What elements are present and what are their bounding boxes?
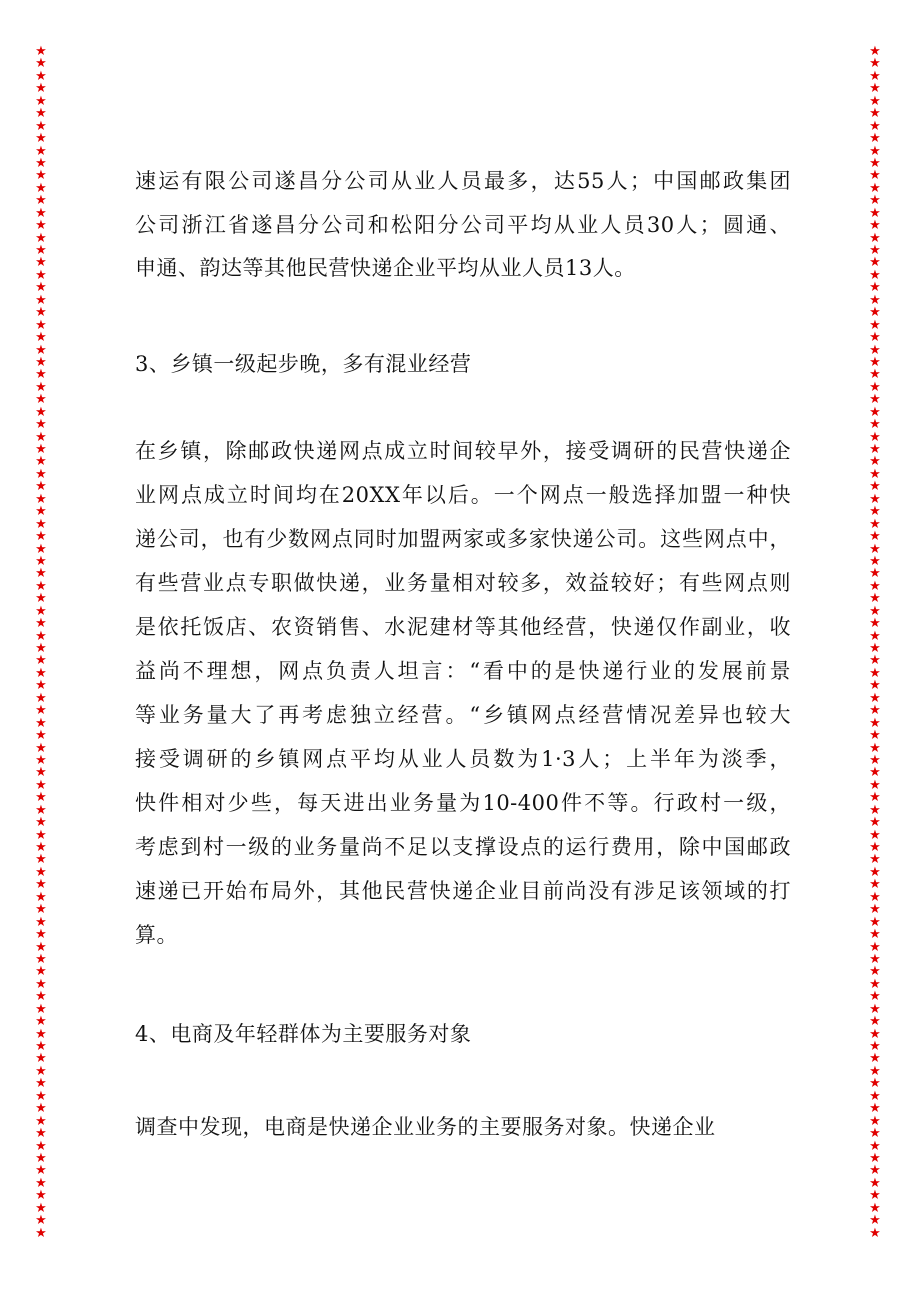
star-icon: ★ xyxy=(35,143,47,159)
star-icon: ★ xyxy=(869,442,881,457)
star-icon: ★ xyxy=(869,330,881,346)
star-icon: ★ xyxy=(35,417,47,433)
star-icon: ★ xyxy=(869,752,881,768)
paragraph-line: 考虑到村一级的业务量尚不足以支撑设点的运行费用，除中国邮政 xyxy=(135,835,791,859)
star-icon: ★ xyxy=(35,81,47,97)
star-icon: ★ xyxy=(869,354,881,370)
star-icon: ★ xyxy=(35,777,47,793)
star-icon: ★ xyxy=(35,342,47,358)
star-icon: ★ xyxy=(35,740,47,756)
star-icon: ★ xyxy=(35,1225,47,1241)
star-icon: ★ xyxy=(869,653,881,669)
star-icon: ★ xyxy=(35,591,47,607)
star-icon: ★ xyxy=(35,354,47,370)
section-heading: 4、电商及年轻群体为主要服务对象 xyxy=(135,1022,472,1046)
star-icon: ★ xyxy=(35,715,47,731)
section-heading: 3、乡镇一级起步晚，多有混业经营 xyxy=(135,352,472,376)
star-icon: ★ xyxy=(35,267,47,283)
star-icon: ★ xyxy=(869,131,881,147)
star-icon: ★ xyxy=(35,951,47,967)
star-icon: ★ xyxy=(35,1076,47,1092)
star-icon: ★ xyxy=(35,292,47,308)
star-icon: ★ xyxy=(869,342,881,358)
star-icon: ★ xyxy=(35,392,47,408)
star-icon: ★ xyxy=(869,690,881,706)
star-icon: ★ xyxy=(869,168,881,184)
star-icon: ★ xyxy=(869,1051,881,1067)
star-icon: ★ xyxy=(869,243,881,258)
star-icon: ★ xyxy=(869,106,881,122)
star-icon: ★ xyxy=(35,155,47,171)
star-icon: ★ xyxy=(869,429,881,445)
star-icon: ★ xyxy=(35,1001,47,1017)
star-icon: ★ xyxy=(35,1101,47,1117)
star-icon: ★ xyxy=(35,330,47,346)
star-icon: ★ xyxy=(35,243,47,258)
star-icon: ★ xyxy=(869,1076,881,1092)
star-icon: ★ xyxy=(869,989,881,1005)
star-icon: ★ xyxy=(869,976,881,992)
star-icon: ★ xyxy=(869,914,881,930)
star-icon: ★ xyxy=(869,1039,881,1054)
star-icon: ★ xyxy=(35,479,47,495)
star-icon: ★ xyxy=(35,56,47,72)
star-icon: ★ xyxy=(869,218,881,234)
star-icon: ★ xyxy=(869,417,881,433)
star-icon: ★ xyxy=(35,802,47,818)
star-icon: ★ xyxy=(35,1051,47,1067)
star-icon: ★ xyxy=(869,591,881,607)
star-icon: ★ xyxy=(35,1150,47,1166)
star-icon: ★ xyxy=(869,504,881,520)
star-icon: ★ xyxy=(869,728,881,744)
star-icon: ★ xyxy=(869,740,881,756)
star-icon: ★ xyxy=(869,553,881,569)
star-icon: ★ xyxy=(869,305,881,321)
star-icon: ★ xyxy=(869,790,881,806)
star-icon: ★ xyxy=(869,81,881,97)
star-icon: ★ xyxy=(35,1188,47,1204)
paragraph-line: 在乡镇，除邮政快递网点成立时间较早外，接受调研的民营快递企 xyxy=(135,439,791,463)
star-icon: ★ xyxy=(869,964,881,980)
paragraph-line: 接受调研的乡镇网点平均从业人员数为1·3人；上半年为淡季， xyxy=(135,747,791,771)
star-icon: ★ xyxy=(869,155,881,171)
paragraph-line: 速运有限公司遂昌分公司从业人员最多，达55人；中国邮政集团 xyxy=(135,169,791,193)
star-icon: ★ xyxy=(869,939,881,955)
right-star-border xyxy=(868,46,882,1240)
star-icon: ★ xyxy=(35,168,47,184)
left-star-border xyxy=(34,46,48,1240)
star-icon: ★ xyxy=(869,877,881,893)
star-icon: ★ xyxy=(869,180,881,196)
paragraph-line: 速递已开始布局外，其他民营快递企业目前尚没有涉足该领域的打 xyxy=(135,879,791,903)
star-icon: ★ xyxy=(869,902,881,918)
star-icon: ★ xyxy=(35,218,47,234)
star-icon: ★ xyxy=(35,541,47,557)
star-icon: ★ xyxy=(869,292,881,308)
star-icon: ★ xyxy=(869,466,881,482)
star-icon: ★ xyxy=(869,889,881,905)
star-icon: ★ xyxy=(869,1163,881,1179)
paragraph-line: 益尚不理想，网点负责人坦言：“看中的是快递行业的发展前景 xyxy=(135,659,791,683)
star-icon: ★ xyxy=(869,1188,881,1204)
star-icon: ★ xyxy=(869,392,881,408)
star-icon: ★ xyxy=(35,827,47,843)
star-icon: ★ xyxy=(35,914,47,930)
star-icon: ★ xyxy=(869,479,881,495)
paragraph-line: 递公司，也有少数网点同时加盟两家或多家快递公司。这些网点中， xyxy=(135,527,791,551)
star-icon: ★ xyxy=(35,678,47,694)
paragraph-line: 调查中发现，电商是快递企业业务的主要服务对象。快递企业 xyxy=(135,1115,716,1139)
star-icon: ★ xyxy=(869,1014,881,1030)
star-icon: ★ xyxy=(35,815,47,831)
star-icon: ★ xyxy=(869,529,881,545)
star-icon: ★ xyxy=(869,1001,881,1017)
star-icon: ★ xyxy=(35,466,47,482)
star-icon: ★ xyxy=(869,267,881,283)
star-icon: ★ xyxy=(35,1175,47,1191)
star-icon: ★ xyxy=(35,504,47,520)
star-icon: ★ xyxy=(35,1163,47,1179)
star-icon: ★ xyxy=(35,516,47,532)
paragraph-line: 算。 xyxy=(135,923,178,947)
star-icon: ★ xyxy=(35,927,47,943)
star-icon: ★ xyxy=(869,641,881,656)
star-icon: ★ xyxy=(35,106,47,122)
star-icon: ★ xyxy=(869,628,881,644)
star-icon: ★ xyxy=(35,317,47,333)
star-icon: ★ xyxy=(35,429,47,445)
star-icon: ★ xyxy=(35,964,47,980)
star-icon: ★ xyxy=(869,1138,881,1154)
star-icon: ★ xyxy=(35,976,47,992)
star-icon: ★ xyxy=(869,56,881,72)
star-icon: ★ xyxy=(869,715,881,731)
star-icon: ★ xyxy=(869,1026,881,1042)
star-icon: ★ xyxy=(35,790,47,806)
star-icon: ★ xyxy=(35,628,47,644)
star-icon: ★ xyxy=(869,1200,881,1216)
star-icon: ★ xyxy=(35,653,47,669)
star-icon: ★ xyxy=(35,665,47,681)
star-icon: ★ xyxy=(35,765,47,781)
paragraph-line: 快件相对少些，每天进出业务量为10-400件不等。行政村一级， xyxy=(135,791,791,815)
paragraph-line: 业网点成立时间均在20XX年以后。一个网点一般选择加盟一种快 xyxy=(135,483,791,507)
star-icon: ★ xyxy=(869,491,881,507)
star-icon: ★ xyxy=(35,379,47,395)
star-icon: ★ xyxy=(869,1126,881,1142)
star-icon: ★ xyxy=(35,1039,47,1054)
star-icon: ★ xyxy=(35,367,47,383)
star-icon: ★ xyxy=(869,44,881,59)
star-icon: ★ xyxy=(35,1113,47,1129)
star-icon: ★ xyxy=(869,541,881,557)
star-icon: ★ xyxy=(35,118,47,134)
star-icon: ★ xyxy=(869,1088,881,1104)
star-icon: ★ xyxy=(35,205,47,221)
star-icon: ★ xyxy=(869,927,881,943)
star-icon: ★ xyxy=(869,951,881,967)
star-icon: ★ xyxy=(35,68,47,84)
star-icon: ★ xyxy=(35,852,47,868)
star-icon: ★ xyxy=(35,180,47,196)
star-icon: ★ xyxy=(35,566,47,582)
star-icon: ★ xyxy=(35,902,47,918)
star-icon: ★ xyxy=(869,143,881,159)
star-icon: ★ xyxy=(35,255,47,271)
star-icon: ★ xyxy=(869,777,881,793)
star-icon: ★ xyxy=(869,118,881,134)
star-icon: ★ xyxy=(35,193,47,209)
star-icon: ★ xyxy=(869,68,881,84)
star-icon: ★ xyxy=(869,616,881,632)
star-icon: ★ xyxy=(869,678,881,694)
star-icon: ★ xyxy=(35,1138,47,1154)
star-icon: ★ xyxy=(869,827,881,843)
star-icon: ★ xyxy=(35,280,47,296)
star-icon: ★ xyxy=(869,578,881,594)
star-icon: ★ xyxy=(869,205,881,221)
star-icon: ★ xyxy=(35,1063,47,1079)
star-icon: ★ xyxy=(35,939,47,955)
paragraph-line: 是依托饭店、农资销售、水泥建材等其他经营，快递仅作副业，收 xyxy=(135,615,791,639)
star-icon: ★ xyxy=(35,442,47,457)
star-icon: ★ xyxy=(869,255,881,271)
star-icon: ★ xyxy=(869,367,881,383)
star-icon: ★ xyxy=(869,93,881,109)
star-icon: ★ xyxy=(35,603,47,619)
star-icon: ★ xyxy=(35,1200,47,1216)
star-icon: ★ xyxy=(869,516,881,532)
star-icon: ★ xyxy=(869,1213,881,1229)
star-icon: ★ xyxy=(869,840,881,855)
star-icon: ★ xyxy=(35,728,47,744)
star-icon: ★ xyxy=(35,578,47,594)
paragraph-line: 申通、韵达等其他民营快递企业平均从业人员13人。 xyxy=(135,256,636,280)
star-icon: ★ xyxy=(35,840,47,855)
star-icon: ★ xyxy=(869,852,881,868)
star-icon: ★ xyxy=(35,553,47,569)
star-icon: ★ xyxy=(869,566,881,582)
star-icon: ★ xyxy=(869,404,881,420)
star-icon: ★ xyxy=(35,1126,47,1142)
star-icon: ★ xyxy=(869,1175,881,1191)
star-icon: ★ xyxy=(35,690,47,706)
star-icon: ★ xyxy=(35,703,47,719)
star-icon: ★ xyxy=(869,603,881,619)
star-icon: ★ xyxy=(35,404,47,420)
star-icon: ★ xyxy=(869,1101,881,1117)
star-icon: ★ xyxy=(35,1026,47,1042)
star-icon: ★ xyxy=(869,1063,881,1079)
star-icon: ★ xyxy=(35,1014,47,1030)
paragraph-line: 有些营业点专职做快递，业务量相对较多，效益较好；有些网点则 xyxy=(135,571,791,595)
star-icon: ★ xyxy=(869,802,881,818)
star-icon: ★ xyxy=(869,193,881,209)
paragraph-line: 等业务量大了再考虑独立经营。“乡镇网点经营情况差异也较大 xyxy=(135,703,791,727)
star-icon: ★ xyxy=(869,1150,881,1166)
star-icon: ★ xyxy=(869,454,881,470)
star-icon: ★ xyxy=(869,1113,881,1129)
star-icon: ★ xyxy=(35,864,47,880)
star-icon: ★ xyxy=(869,280,881,296)
star-icon: ★ xyxy=(35,616,47,632)
star-icon: ★ xyxy=(35,230,47,246)
star-icon: ★ xyxy=(35,44,47,59)
star-icon: ★ xyxy=(869,317,881,333)
star-icon: ★ xyxy=(869,765,881,781)
star-icon: ★ xyxy=(35,641,47,656)
star-icon: ★ xyxy=(869,864,881,880)
star-icon: ★ xyxy=(35,529,47,545)
star-icon: ★ xyxy=(35,1213,47,1229)
star-icon: ★ xyxy=(869,815,881,831)
star-icon: ★ xyxy=(35,131,47,147)
star-icon: ★ xyxy=(35,877,47,893)
star-icon: ★ xyxy=(35,1088,47,1104)
star-icon: ★ xyxy=(869,379,881,395)
star-icon: ★ xyxy=(869,1225,881,1241)
star-icon: ★ xyxy=(35,93,47,109)
paragraph-line: 公司浙江省遂昌分公司和松阳分公司平均从业人员30人；圆通、 xyxy=(135,213,791,237)
star-icon: ★ xyxy=(869,230,881,246)
star-icon: ★ xyxy=(35,752,47,768)
star-icon: ★ xyxy=(35,989,47,1005)
star-icon: ★ xyxy=(35,491,47,507)
star-icon: ★ xyxy=(35,305,47,321)
star-icon: ★ xyxy=(869,665,881,681)
star-icon: ★ xyxy=(869,703,881,719)
star-icon: ★ xyxy=(35,889,47,905)
star-icon: ★ xyxy=(35,454,47,470)
